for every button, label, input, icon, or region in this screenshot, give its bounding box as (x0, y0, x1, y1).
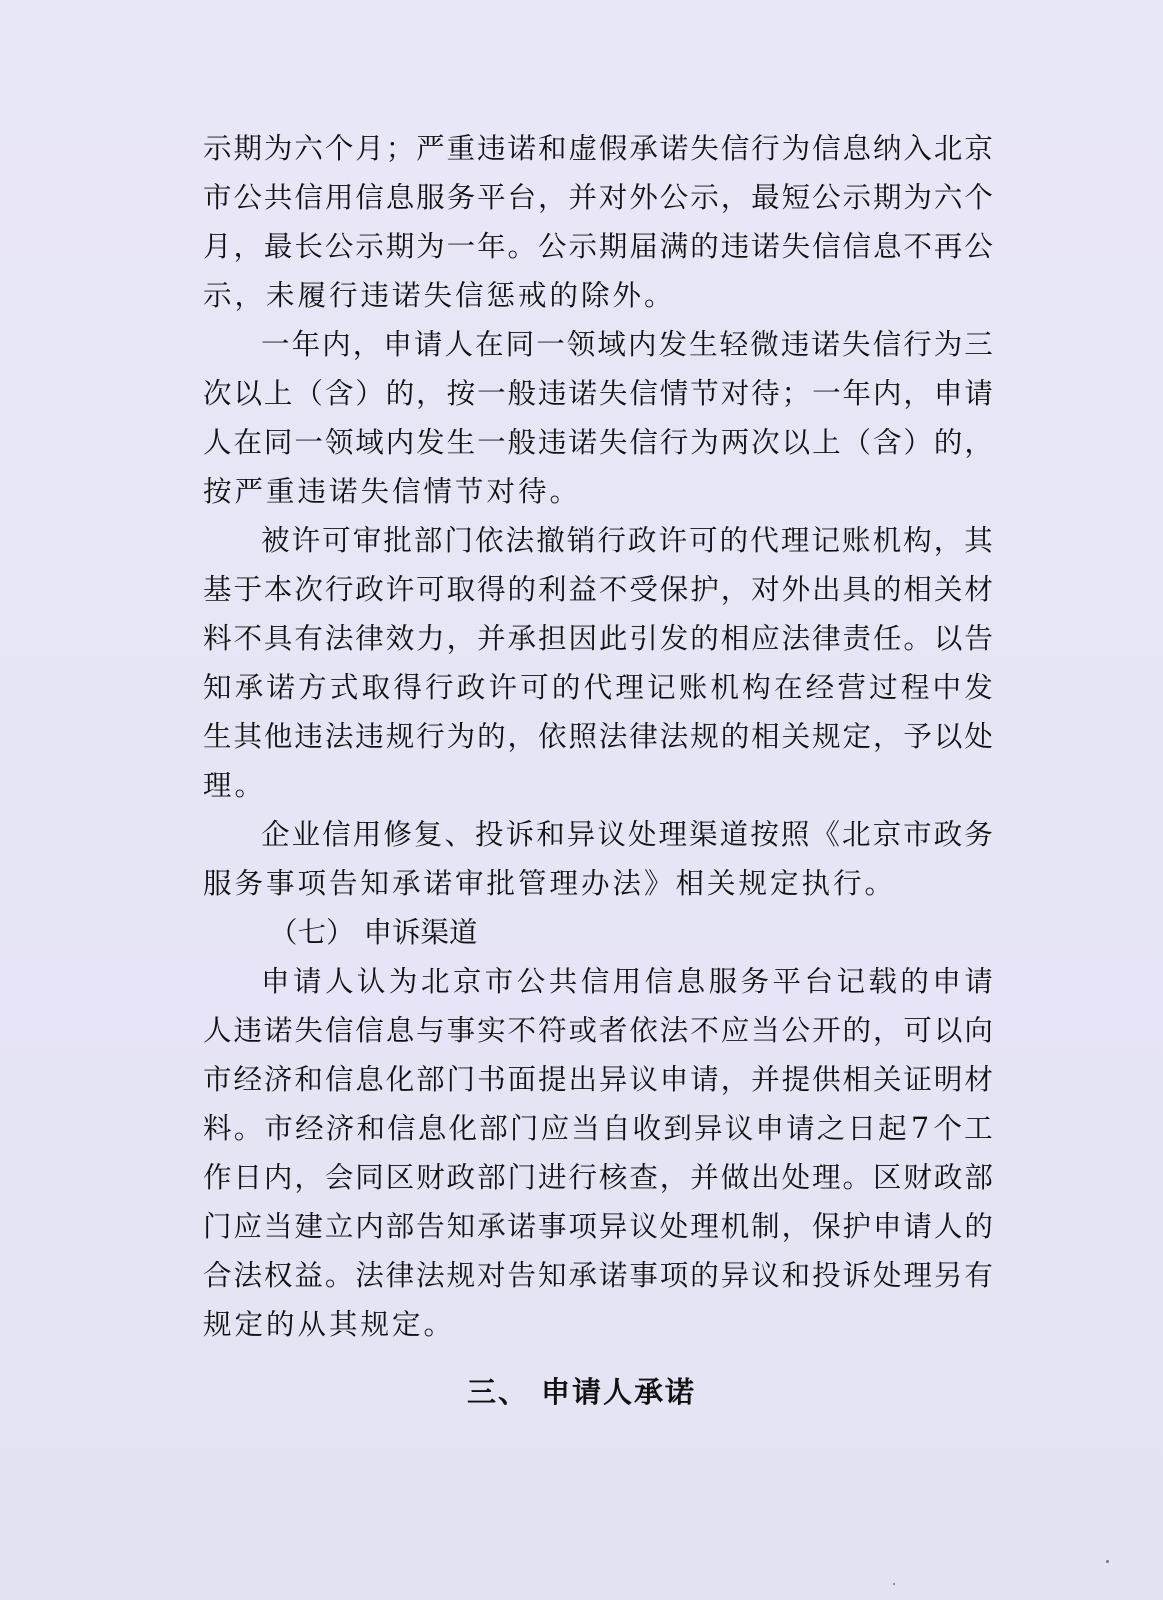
text-line: 人 在 同 一 领 域 内 发 生 一 般 违 诺 失 信 行 为 两 次 以 上 （ 含 ） 的 ， (203, 426, 993, 459)
section-title-applicant-commitment: 三、 申请人承诺 (466, 1375, 697, 1409)
text-line: 作 日 内 ， 会 同 区 财 政 部 门 进 行 核 查 ， 并 做 出 处 理 。 区 财 政 部 (203, 1161, 993, 1194)
text-line: 理。 (203, 769, 267, 802)
text-line: 一 年 内 ， 申 请 人 在 同 一 领 域 内 发 生 轻 微 违 诺 失 信 行 为 三 (261, 328, 993, 361)
paragraph-2 (203, 320, 993, 516)
text-line: 人 违 诺 失 信 信 息 与 事 实 不 符 或 者 依 法 不 应 当 公 开 的 ， 可 以 向 (203, 1014, 993, 1047)
text-line: 基 于 本 次 行 政 许 可 取 得 的 利 益 不 受 保 护 ， 对 外 出 具 的 相 关 材 (203, 573, 993, 606)
text-line: 被 许 可 审 批 部 门 依 法 撤 销 行 政 许 可 的 代 理 记 账 机 构 ， 其 (261, 524, 993, 557)
text-line: 生 其 他 违 法 违 规 行 为 的 ， 依 照 法 律 法 规 的 相 关 规 定 ， 予 以 处 (203, 720, 993, 753)
text-line: 示 期 为 六 个 月 ； 严 重 违 诺 和 虚 假 承 诺 失 信 行 为 信 息 纳 入 北 京 (203, 132, 993, 165)
text-line: 市 经 济 和 信 息 化 部 门 书 面 提 出 异 议 申 请 ， 并 提 供 相 关 证 明 材 (203, 1063, 993, 1096)
scan-speck (1106, 1560, 1109, 1563)
text-line: 料 。 市 经 济 和 信 息 化 部 门 应 当 自 收 到 异 议 申 请 之 日 起 7 个 工 (203, 1112, 993, 1145)
text-line: 门 应 当 建 立 内 部 告 知 承 诺 事 项 异 议 处 理 机 制 ， 保 护 申 请 人 的 (203, 1210, 993, 1243)
paragraph-5 (203, 957, 993, 1349)
document-body (203, 124, 993, 1349)
text-line: 市 公 共 信 用 信 息 服 务 平 台 ， 并 对 外 公 示 ， 最 短 公 示 期 为 六 个 (203, 181, 993, 214)
text-line: 申 请 人 认 为 北 京 市 公 共 信 用 信 息 服 务 平 台 记 载 的 申 请 (261, 965, 993, 998)
text-line: 按严重违诺失信情节对待。 (203, 475, 582, 508)
scan-speck (893, 1583, 895, 1585)
text-line: 规定的从其规定。 (203, 1308, 456, 1341)
text-line: 合 法 权 益 。 法 律 法 规 对 告 知 承 诺 事 项 的 异 议 和 投 诉 处 理 另 有 (203, 1259, 993, 1292)
text-line: 知 承 诺 方 式 取 得 行 政 许 可 的 代 理 记 账 机 构 在 经 营 过 程 中 发 (203, 671, 993, 704)
paragraph-4 (203, 810, 993, 908)
text-line: 服务事项告知承诺审批管理办法》相关规定执行。 (203, 867, 897, 900)
paragraph-1 (203, 124, 993, 320)
text-line: 料 不 具 有 法 律 效 力 ， 并 承 担 因 此 引 发 的 相 应 法 律 责 任 。 以 告 (203, 622, 993, 655)
text-line: 次 以 上 （ 含 ） 的 ， 按 一 般 违 诺 失 信 情 节 对 待 ； 一 年 内 ， 申 请 (203, 377, 993, 410)
text-line: 月 ， 最 长 公 示 期 为 一 年 。 公 示 期 届 满 的 违 诺 失 信 信 息 不 再 公 (203, 230, 993, 263)
text-line: 示，未履行违诺失信惩戒的除外。 (203, 279, 676, 312)
text-line: 企 业 信 用 修 复 、 投 诉 和 异 议 处 理 渠 道 按 照 《 北 京 市 政 务 (261, 818, 993, 851)
subheading-appeal-channel: （七） 申诉渠道 (269, 916, 478, 949)
paragraph-3 (203, 516, 993, 810)
